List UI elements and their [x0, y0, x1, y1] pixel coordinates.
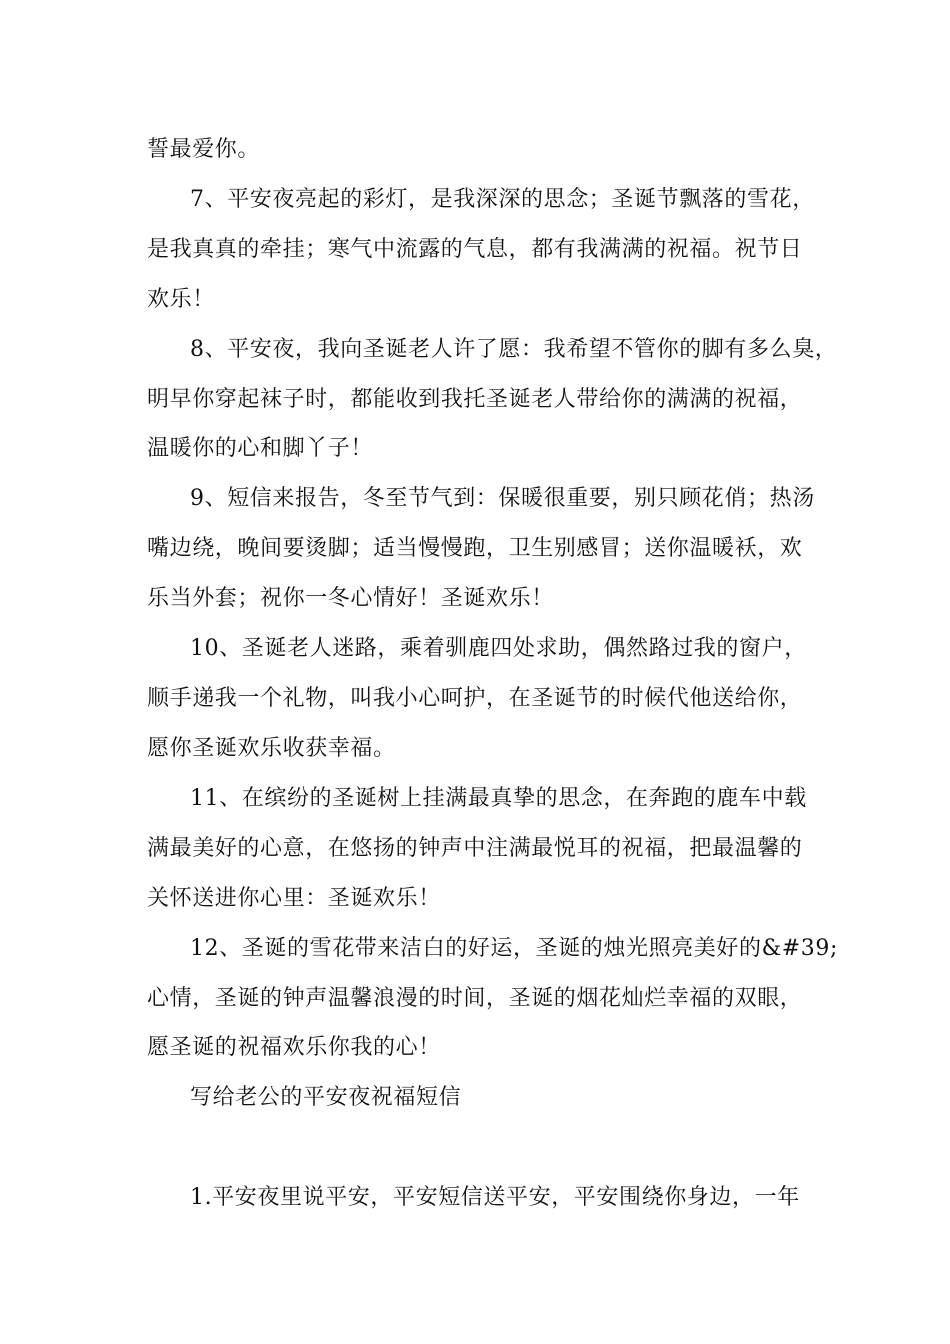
- paragraph-1-line-1: 1.平安夜里说平安，平安短信送平安，平安围绕你身边，一年: [190, 1185, 800, 1210]
- paragraph-10-line-2: 顺手递我一个礼物，叫我小心呵护，在圣诞节的时候代他送给你，: [147, 686, 803, 711]
- paragraph-10-line-3: 愿你圣诞欢乐收获幸福。: [147, 736, 396, 761]
- paragraph-10-line-1: 10、圣诞老人迷路，乘着驯鹿四处求助，偶然路过我的窗户，: [190, 636, 807, 661]
- paragraph-11-line-1: 11、在缤纷的圣诞树上挂满最真挚的思念，在奔跑的鹿车中载: [190, 786, 807, 811]
- paragraph-12-line-3: 愿圣诞的祝福欢乐你我的心！: [147, 1035, 441, 1060]
- paragraph-7-line-2: 是我真真的牵挂；寒气中流露的气息，都有我满满的祝福。祝节日: [147, 237, 803, 262]
- paragraph-8-line-3: 温暖你的心和脚丫子！: [147, 436, 374, 461]
- paragraph-7-line-1: 7、平安夜亮起的彩灯，是我深深的思念；圣诞节飘落的雪花，: [190, 187, 815, 212]
- paragraph-9-line-2: 嘴边绕，晚间要烫脚；适当慢慢跑，卫生别感冒；送你温暖袄，欢: [147, 536, 803, 561]
- paragraph-9-line-3: 乐当外套；祝你一冬心情好！圣诞欢乐！: [147, 586, 554, 611]
- paragraph-11-line-3: 关怀送进你心里：圣诞欢乐！: [147, 886, 441, 911]
- paragraph-8-line-1: 8、平安夜，我向圣诞老人许了愿：我希望不管你的脚有多么臭，: [190, 337, 838, 362]
- paragraph-12-line-1: 12、圣诞的雪花带来洁白的好运，圣诞的烛光照亮美好的&#39;: [190, 936, 839, 961]
- paragraph-9-line-1: 9、短信来报告，冬至节气到：保暖很重要，别只顾花俏；热汤: [190, 486, 815, 511]
- text-line: 誓最爱你。: [147, 137, 261, 162]
- section-heading: 写给老公的平安夜祝福短信: [190, 1085, 462, 1110]
- paragraph-11-line-2: 满最美好的心意，在悠扬的钟声中注满最悦耳的祝福，把最温馨的: [147, 836, 803, 861]
- paragraph-7-line-3: 欢乐！: [147, 287, 215, 312]
- paragraph-8-line-2: 明早你穿起袜子时，都能收到我托圣诞老人带给你的满满的祝福，: [147, 387, 803, 412]
- paragraph-12-line-2: 心情，圣诞的钟声温馨浪漫的时间，圣诞的烟花灿烂幸福的双眼，: [147, 986, 803, 1011]
